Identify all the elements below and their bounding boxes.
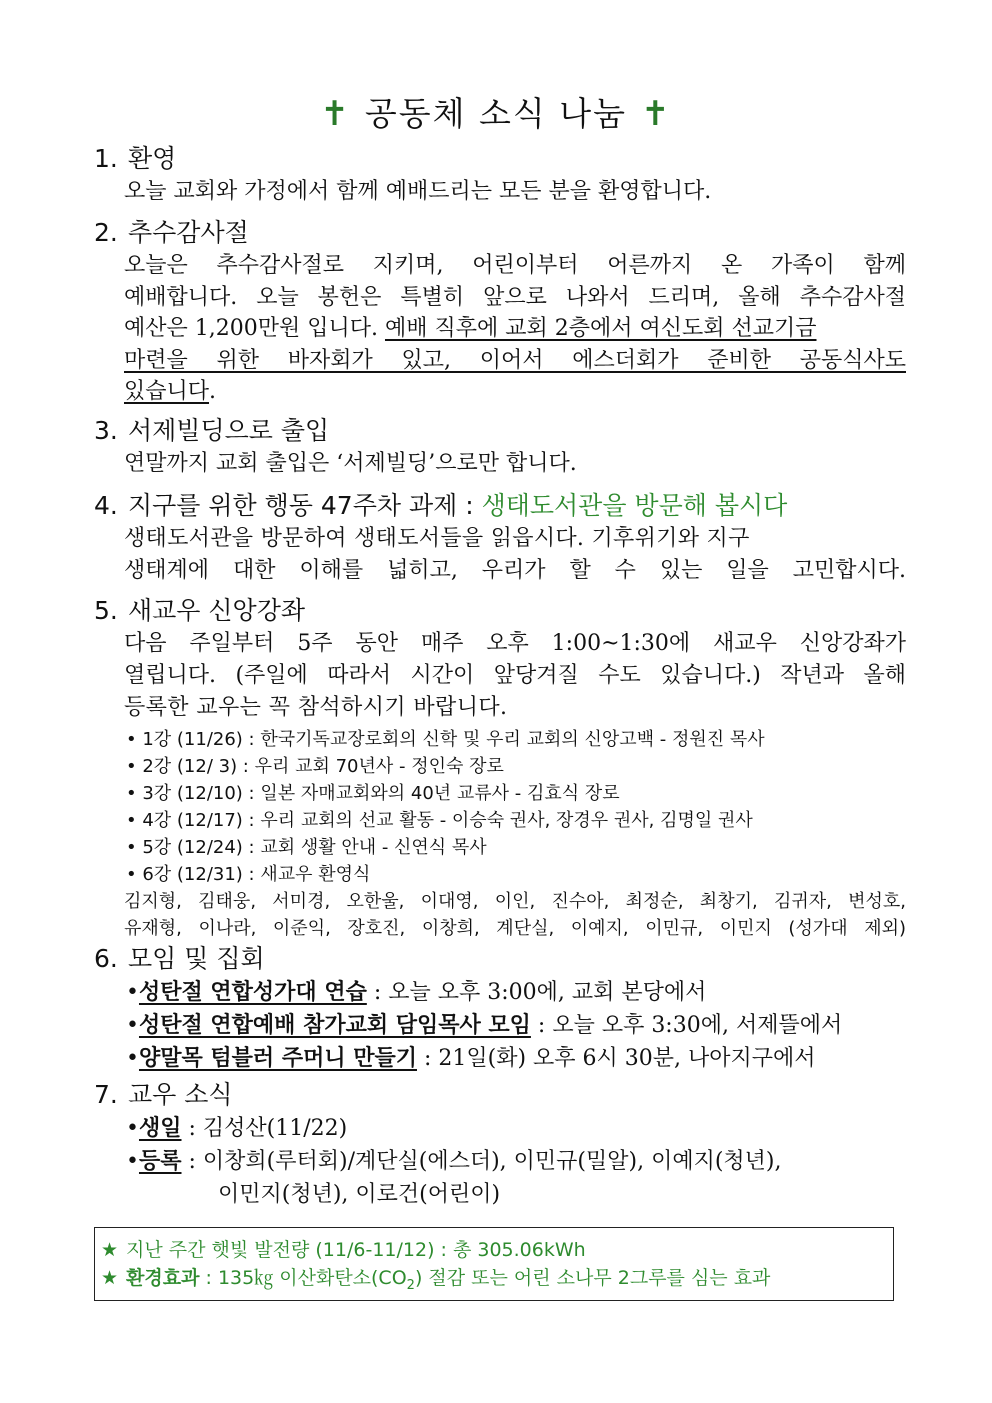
page-title: [0, 88, 992, 135]
star-icon: ★: [101, 1267, 119, 1289]
list-item: • 1강 (11/26) : 한국기독교장로회의 신학 및 우리 교회의 신앙고백 - 정원진 목사: [126, 729, 765, 750]
section-body: 연말까지 교회 출입은 ‘서제빌딩’으로만 합니다.: [124, 451, 577, 476]
section-thanksgiving: [94, 216, 906, 408]
section-body: 다음 주일부터 5주 동안 매주 오후 1:00~1:30에 새교우 신앙강좌가 열립니다. (주일에 따라서 시간이 앞당겨질 수도 있습니다.) 작년과 올해 등록한 교우는 꼭 참석하시기 바랍니다.: [124, 631, 906, 720]
meeting-list: [94, 976, 906, 1075]
section-newcomer-course: [94, 594, 906, 942]
section-heading: 4. 지구를 위한 행동 47주차 과제 : 생태도서관을 방문해 봅시다: [94, 491, 788, 520]
list-item: • 2강 (12/ 3) : 우리 교회 70년사 - 정인숙 장로: [126, 756, 504, 777]
list-item: • 3강 (12/10) : 일본 자매교회와의 40년 교류사 - 김효식 장로: [126, 783, 620, 804]
cross-icon: ✝: [641, 94, 672, 134]
section-heading: 3. 서제빌딩으로 출입: [94, 416, 330, 445]
list-item: • 6강 (12/31) : 새교우 환영식: [126, 864, 371, 885]
section-welcome: [94, 142, 906, 208]
section-meetings: [94, 942, 906, 1075]
highlight-text: 생태도서관을 방문해 봅시다: [481, 491, 788, 520]
section-earth-action: [94, 489, 906, 587]
list-item-continuation: 이민지(청년), 이로건(어린이): [218, 1182, 501, 1207]
section-entrance: [94, 414, 906, 480]
section-heading: 6. 모임 및 집회: [94, 944, 265, 973]
cross-icon: ✝: [320, 94, 351, 134]
title-text: 공동체 소식 나눔: [364, 94, 628, 133]
section-body: 오늘은 추수감사절로 지키며, 어린이부터 어른까지 온 가족이 함께 예배합니다. 오늘 봉헌은 특별히 앞으로 나와서 드리며, 올해 추수감사절 예산은 1,200만원 입니다. 예배 직후에 교회 2층에서 여신도회 선교기금 마련을 위한 바자회가 있고, 이어서 에스더회가 준비한 공동식사도 있습니다.: [124, 253, 906, 404]
list-item: •양말목 텀블러 주머니 만들기 : 21일(화) 오후 6시 30분, 나아지구에서: [126, 1045, 816, 1071]
underlined-text: 예배 직후에 교회 2층에서 여신도회 선교기금: [384, 316, 817, 341]
section-body: 오늘 교회와 가정에서 함께 예배드리는 모든 분을 환영합니다.: [124, 179, 712, 204]
section-member-news: [94, 1078, 906, 1211]
section-heading: 5. 새교우 신앙강좌: [94, 596, 305, 625]
section-heading: 2. 추수감사절: [94, 218, 249, 247]
list-item: •생일 : 김성산(11/22): [126, 1115, 348, 1141]
effect-line: ★ 환경효과 : 135㎏ 이산화탄소$(CO_2)$ 절감 또는 어린 소나무 2그루를 심는 효과: [101, 1267, 771, 1293]
list-item: • 4강 (12/17) : 우리 교회의 선교 활동 - 이승숙 권사, 장경우 권사, 김명일 권사: [126, 810, 753, 831]
list-item: • 5강 (12/24) : 교회 생활 안내 - 신연식 목사: [126, 837, 487, 858]
section-heading: 7. 교우 소식: [94, 1080, 233, 1109]
section-body: 생태도서관을 방문하여 생태도서들을 읽읍시다. 기후위기와 지구 생태계에 대한 이해를 넓히고, 우리가 할 수 있는 일을 고민합시다.: [124, 526, 906, 583]
solar-line: ★ 지난 주간 햇빛 발전량 (11/6-11/12) : 총 305.06kWh: [101, 1239, 586, 1261]
member-news-list: [94, 1112, 906, 1211]
list-item: •성탄절 연합예배 참가교회 담임목사 모임 : 오늘 오후 3:30에, 서제뜰에서: [126, 1012, 843, 1038]
lecture-list: [94, 726, 906, 888]
star-icon: ★: [101, 1239, 119, 1261]
list-item: •성탄절 연합성가대 연습 : 오늘 오후 3:00에, 교회 본당에서: [126, 979, 707, 1005]
section-heading: 1. 환영: [94, 144, 177, 173]
solar-power-box: [94, 1227, 894, 1301]
newcomer-names: 김지형, 김태웅, 서미경, 오한울, 이대영, 이인, 진수아, 최정순, 최창기, 김귀자, 변성호, 유재형, 이나라, 이준익, 장호진, 이창희, 계단실, 이예지, 이민규, 이민지 (성가대 제외): [124, 891, 906, 939]
list-item: •등록 : 이창희(루터회)/계단실(에스더), 이민규(밀알), 이예지(청년),: [126, 1148, 782, 1174]
